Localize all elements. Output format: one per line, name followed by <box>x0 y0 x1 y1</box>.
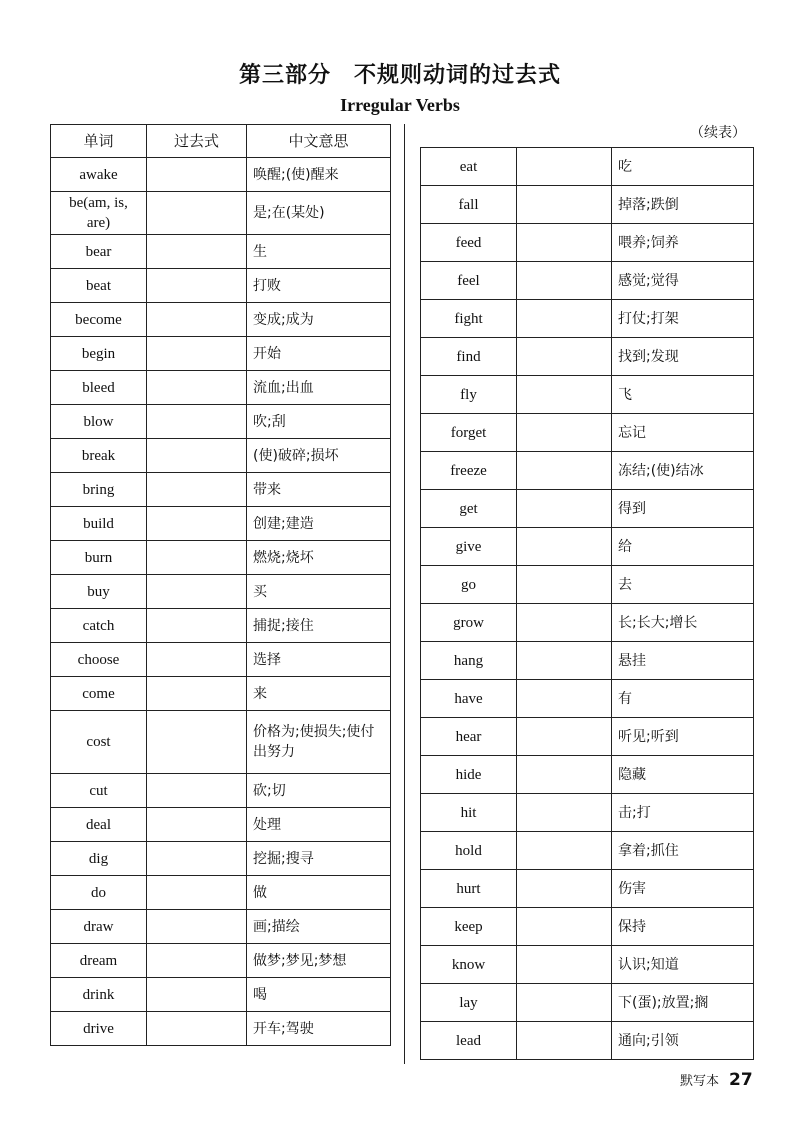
table-row <box>51 575 391 609</box>
table-row <box>51 1012 391 1046</box>
page-number: 27 <box>729 1070 753 1090</box>
left-verb-table <box>50 124 391 1046</box>
meaning-cell: 找到;发现 <box>612 338 754 376</box>
verb-word: beat <box>51 269 147 303</box>
table-row <box>51 609 391 643</box>
table-row <box>51 192 391 235</box>
table-row <box>421 870 754 908</box>
verb-word: know <box>421 946 517 984</box>
table-row <box>421 984 754 1022</box>
table-row <box>421 680 754 718</box>
meaning-cell: 做梦;梦见;梦想 <box>247 944 391 978</box>
verb-word: awake <box>51 158 147 192</box>
meaning-cell: 挖掘;搜寻 <box>247 842 391 876</box>
table-row <box>51 405 391 439</box>
table-row <box>421 756 754 794</box>
past-tense-cell[interactable] <box>147 677 247 711</box>
past-tense-cell[interactable] <box>517 566 612 604</box>
meaning-cell: 燃烧;烧坏 <box>247 541 391 575</box>
table-row <box>421 566 754 604</box>
verb-word: dig <box>51 842 147 876</box>
verb-word: feed <box>421 224 517 262</box>
verb-word: hold <box>421 832 517 870</box>
meaning-cell: 通向;引领 <box>612 1022 754 1060</box>
meaning-cell: 掉落;跌倒 <box>612 186 754 224</box>
continued-label: （续表） <box>690 125 746 141</box>
table-row <box>421 908 754 946</box>
verb-word: have <box>421 680 517 718</box>
meaning-cell: 开始 <box>247 337 391 371</box>
table-row <box>51 158 391 192</box>
past-tense-cell[interactable] <box>147 609 247 643</box>
meaning-cell: 打败 <box>247 269 391 303</box>
table-row <box>421 414 754 452</box>
past-tense-cell[interactable] <box>517 604 612 642</box>
past-tense-cell[interactable] <box>147 1012 247 1046</box>
past-tense-cell[interactable] <box>147 643 247 677</box>
table-row <box>421 604 754 642</box>
table-row <box>51 235 391 269</box>
verb-word: do <box>51 876 147 910</box>
meaning-cell: 冻结;(使)结冰 <box>612 452 754 490</box>
past-tense-cell[interactable] <box>147 944 247 978</box>
verb-word: go <box>421 566 517 604</box>
table-row <box>421 528 754 566</box>
verb-word: hang <box>421 642 517 680</box>
table-row <box>421 832 754 870</box>
table-row <box>421 946 754 984</box>
meaning-cell: 隐藏 <box>612 756 754 794</box>
verb-word: buy <box>51 575 147 609</box>
table-row <box>51 808 391 842</box>
meaning-cell: 流血;出血 <box>247 371 391 405</box>
verb-word: catch <box>51 609 147 643</box>
verb-word: hit <box>421 794 517 832</box>
past-tense-cell[interactable] <box>147 541 247 575</box>
past-tense-cell[interactable] <box>147 575 247 609</box>
verb-word: bear <box>51 235 147 269</box>
verb-word: hear <box>421 718 517 756</box>
past-tense-cell[interactable] <box>147 235 247 269</box>
verb-word: draw <box>51 910 147 944</box>
past-tense-cell[interactable] <box>517 490 612 528</box>
meaning-cell: 喝 <box>247 978 391 1012</box>
meaning-cell: 处理 <box>247 808 391 842</box>
table-row <box>421 490 754 528</box>
meaning-cell: 忘记 <box>612 414 754 452</box>
meaning-cell: 打仗;打架 <box>612 300 754 338</box>
meaning-cell: 悬挂 <box>612 642 754 680</box>
meaning-cell: 击;打 <box>612 794 754 832</box>
header-past: 过去式 <box>147 125 247 158</box>
past-tense-cell[interactable] <box>147 507 247 541</box>
table-row <box>421 148 754 186</box>
verb-word: choose <box>51 643 147 677</box>
meaning-cell: 感觉;觉得 <box>612 262 754 300</box>
table-row <box>51 910 391 944</box>
table-row <box>421 718 754 756</box>
table-row <box>421 338 754 376</box>
past-tense-cell[interactable] <box>517 794 612 832</box>
table-row <box>51 439 391 473</box>
verb-word: drink <box>51 978 147 1012</box>
verb-word: drive <box>51 1012 147 1046</box>
past-tense-cell[interactable] <box>147 842 247 876</box>
past-tense-cell[interactable] <box>517 642 612 680</box>
past-tense-cell[interactable] <box>147 337 247 371</box>
table-row <box>51 269 391 303</box>
table-row <box>421 300 754 338</box>
verb-word: fly <box>421 376 517 414</box>
verb-word: give <box>421 528 517 566</box>
verb-word: feel <box>421 262 517 300</box>
meaning-cell: 保持 <box>612 908 754 946</box>
meaning-cell: 是;在(某处) <box>247 192 391 235</box>
table-row <box>51 677 391 711</box>
past-tense-cell[interactable] <box>147 303 247 337</box>
past-tense-cell[interactable] <box>517 984 612 1022</box>
past-tense-cell[interactable] <box>517 376 612 414</box>
past-tense-cell[interactable] <box>147 473 247 507</box>
meaning-cell: 认识;知道 <box>612 946 754 984</box>
table-row <box>51 842 391 876</box>
header-word: 单词 <box>51 125 147 158</box>
column-divider <box>404 124 405 1064</box>
table-row <box>421 452 754 490</box>
meaning-cell: 变成;成为 <box>247 303 391 337</box>
past-tense-cell[interactable] <box>517 718 612 756</box>
page-title: 第三部分 不规则动词的过去式 <box>238 63 561 88</box>
meaning-cell: 创建;建造 <box>247 507 391 541</box>
meaning-cell: 捕捉;接住 <box>247 609 391 643</box>
verb-word: blow <box>51 405 147 439</box>
past-tense-cell[interactable] <box>517 946 612 984</box>
verb-word: keep <box>421 908 517 946</box>
verb-word: cost <box>51 711 147 774</box>
verb-word: begin <box>51 337 147 371</box>
past-tense-cell[interactable] <box>517 148 612 186</box>
table-row <box>51 944 391 978</box>
meaning-cell: 画;描绘 <box>247 910 391 944</box>
meaning-cell: 有 <box>612 680 754 718</box>
meaning-cell: 砍;切 <box>247 774 391 808</box>
past-tense-cell[interactable] <box>517 1022 612 1060</box>
table-row <box>51 711 391 774</box>
past-tense-cell[interactable] <box>147 158 247 192</box>
past-tense-cell[interactable] <box>147 711 247 774</box>
meaning-cell: 开车;驾驶 <box>247 1012 391 1046</box>
verb-word: build <box>51 507 147 541</box>
meaning-cell: 吃 <box>612 148 754 186</box>
table-row <box>421 186 754 224</box>
meaning-cell: 唤醒;(使)醒来 <box>247 158 391 192</box>
past-tense-cell[interactable] <box>517 528 612 566</box>
meaning-cell: 听见;听到 <box>612 718 754 756</box>
verb-word: be(am, is, are) <box>51 192 147 235</box>
header-meaning: 中文意思 <box>247 125 391 158</box>
table-row <box>51 303 391 337</box>
page-subtitle: Irregular Verbs <box>340 95 460 115</box>
meaning-cell: 喂养;饲养 <box>612 224 754 262</box>
verb-word: break <box>51 439 147 473</box>
past-tense-cell[interactable] <box>517 338 612 376</box>
verb-word: find <box>421 338 517 376</box>
table-row <box>421 794 754 832</box>
table-row <box>51 978 391 1012</box>
meaning-cell: 给 <box>612 528 754 566</box>
meaning-cell: 拿着;抓住 <box>612 832 754 870</box>
meaning-cell: 生 <box>247 235 391 269</box>
past-tense-cell[interactable] <box>517 300 612 338</box>
verb-word: cut <box>51 774 147 808</box>
past-tense-cell[interactable] <box>517 680 612 718</box>
verb-word: burn <box>51 541 147 575</box>
table-row <box>51 371 391 405</box>
past-tense-cell[interactable] <box>147 978 247 1012</box>
past-tense-cell[interactable] <box>147 439 247 473</box>
past-tense-cell[interactable] <box>147 192 247 235</box>
meaning-cell: 得到 <box>612 490 754 528</box>
past-tense-cell[interactable] <box>517 414 612 452</box>
meaning-cell: 长;长大;增长 <box>612 604 754 642</box>
past-tense-cell[interactable] <box>517 452 612 490</box>
meaning-cell: 做 <box>247 876 391 910</box>
verb-word: dream <box>51 944 147 978</box>
past-tense-cell[interactable] <box>147 876 247 910</box>
past-tense-cell[interactable] <box>517 186 612 224</box>
verb-word: bleed <box>51 371 147 405</box>
past-tense-cell[interactable] <box>147 269 247 303</box>
past-tense-cell[interactable] <box>147 774 247 808</box>
table-row <box>51 541 391 575</box>
table-row <box>51 507 391 541</box>
meaning-cell: 选择 <box>247 643 391 677</box>
table-row <box>421 642 754 680</box>
verb-word: hurt <box>421 870 517 908</box>
meaning-cell: 伤害 <box>612 870 754 908</box>
past-tense-cell[interactable] <box>147 405 247 439</box>
past-tense-cell[interactable] <box>147 808 247 842</box>
meaning-cell: 带来 <box>247 473 391 507</box>
meaning-cell: 飞 <box>612 376 754 414</box>
meaning-cell: 来 <box>247 677 391 711</box>
table-row <box>421 376 754 414</box>
past-tense-cell[interactable] <box>517 262 612 300</box>
verb-word: hide <box>421 756 517 794</box>
page-footer <box>680 1070 753 1090</box>
meaning-cell: 吹;刮 <box>247 405 391 439</box>
verb-word: fall <box>421 186 517 224</box>
verb-word: freeze <box>421 452 517 490</box>
verb-word: lead <box>421 1022 517 1060</box>
verb-word: become <box>51 303 147 337</box>
table-row <box>421 262 754 300</box>
verb-word: get <box>421 490 517 528</box>
past-tense-cell[interactable] <box>147 910 247 944</box>
table-row <box>421 1022 754 1060</box>
verb-word: eat <box>421 148 517 186</box>
past-tense-cell[interactable] <box>517 832 612 870</box>
table-row <box>421 224 754 262</box>
verb-word: grow <box>421 604 517 642</box>
meaning-cell: 去 <box>612 566 754 604</box>
verb-word: come <box>51 677 147 711</box>
table-row <box>51 473 391 507</box>
past-tense-cell[interactable] <box>517 224 612 262</box>
past-tense-cell[interactable] <box>517 908 612 946</box>
meaning-cell: 下(蛋);放置;搁 <box>612 984 754 1022</box>
verb-word: forget <box>421 414 517 452</box>
past-tense-cell[interactable] <box>517 756 612 794</box>
verb-word: fight <box>421 300 517 338</box>
right-verb-table <box>420 147 754 1060</box>
table-header-row <box>51 125 391 158</box>
meaning-cell: 买 <box>247 575 391 609</box>
table-row <box>51 876 391 910</box>
meaning-cell: (使)破碎;损坏 <box>247 439 391 473</box>
verb-word: lay <box>421 984 517 1022</box>
table-row <box>51 337 391 371</box>
footer-label: 默写本 <box>680 1074 720 1089</box>
table-row <box>51 774 391 808</box>
past-tense-cell[interactable] <box>517 870 612 908</box>
meaning-cell: 价格为;使损失;使付出努力 <box>247 711 391 774</box>
past-tense-cell[interactable] <box>147 371 247 405</box>
verb-word: bring <box>51 473 147 507</box>
verb-word: deal <box>51 808 147 842</box>
table-row <box>51 643 391 677</box>
